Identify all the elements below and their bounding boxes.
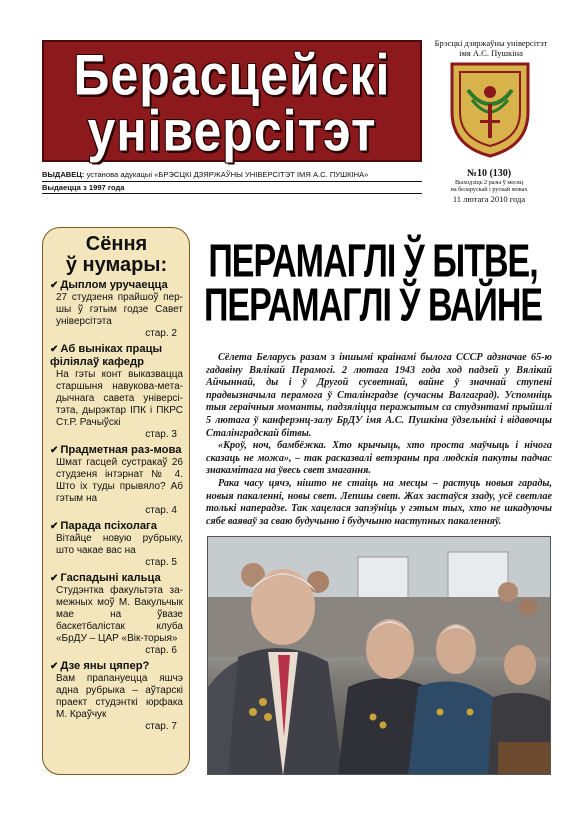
- toc-item[interactable]: [50, 572, 183, 657]
- checkmark-icon: ✔: [50, 280, 59, 291]
- article-paragraph: «Кроў, ноч, бамбёжка. Хто крычыць, хто проста маўчыць і нічога сказаць не можа», – так расказвалі ветэраны пра людскія пакуты падчас знакамітага на ўвесь свет змагання.: [206, 440, 552, 477]
- toc-item-page: стар. 5: [145, 557, 177, 568]
- issue-number: №10 (130): [466, 168, 512, 179]
- sidebar-title-line2: ў нумары:: [65, 254, 168, 276]
- toc-item[interactable]: [50, 520, 183, 569]
- masthead-title-line2: універсітэт: [87, 98, 377, 164]
- toc-item[interactable]: [50, 660, 183, 733]
- sidebar-title: [50, 234, 183, 276]
- toc-item-summary: Шмат гасцей сустракаў 26 студзеня інтэрнат № 4. Што іх туды прывяло? Аб гэтым на: [56, 457, 183, 504]
- contents-sidebar: [42, 227, 190, 775]
- checkmark-icon: ✔: [50, 573, 59, 584]
- toc-item-summary: На гэты конт выказвацца старшыня навукова-мета-дычнага савета універсі-тэта, дырэктар ІПК і ПКРС Ст.Р. Рачыўскі: [56, 369, 183, 428]
- article-photo: [207, 536, 551, 775]
- university-emblem-icon: [448, 60, 532, 158]
- toc-item[interactable]: [50, 279, 183, 340]
- publisher-text: установа адукацыі «БРЭСЦКІ ДЗЯРЖАЎНЫ УНІВЕРСІТЭТ ІМЯ А.С. ПУШКІНА»: [86, 170, 369, 179]
- article-headline: [196, 232, 550, 332]
- masthead-title-line1: Берасцейскі: [73, 42, 391, 108]
- checkmark-icon: ✔: [50, 661, 59, 672]
- toc-item-page: стар. 3: [145, 429, 177, 440]
- sidebar-title-line1: Сёння: [85, 233, 148, 255]
- checkmark-icon: ✔: [50, 521, 59, 532]
- article-headline-line1: ПЕРАМАГЛІ Ў БІТВЕ,: [208, 236, 538, 288]
- checkmark-icon: ✔: [50, 445, 59, 456]
- article-lead: [206, 352, 552, 528]
- university-name: Брэсцкі дзяржаўны універсітэт імя А.С. Пушкіна: [434, 38, 548, 58]
- issue-frequency-line2: на беларускай і рускай мовах: [450, 186, 528, 193]
- issue-frequency-line1: Выходзіць 2 разы ў месяц: [454, 179, 524, 186]
- publisher-label: ВЫДАВЕЦ:: [42, 170, 85, 179]
- issue-date: 11 лютага 2010 года: [452, 194, 526, 204]
- toc-item-title: Аб выніках працы філіялаў кафедр: [50, 343, 163, 368]
- toc-item-title: Прадметная раз-мова: [60, 444, 182, 456]
- toc-item-title: Парада псіхолага: [60, 520, 157, 532]
- published-since: Выдаецца з 1997 года: [42, 183, 422, 194]
- toc-item-summary: Студэнткa факультэта за-межных моў М. Вакульчык мае на ўвазе баскетбалістак клуба «БрДУ – ЦАР «Вік-торыя»: [56, 585, 183, 644]
- masthead: [42, 40, 422, 162]
- toc-item-page: стар. 6: [145, 645, 177, 656]
- article-paragraph: Сёлета Беларусь разам з іншымі краінамі былога СССР адзначае 65-ю гадавіну Вялікай Перамогі. 2 лютага 1943 года ход падзей у Вялікай Айчыннай, ды і ў Другой сусветнай, вайне ў значнай ступені прадвызначыла перамога ў Сталінградзе (сучасны Валгаград). Успомніць тыя гераічныя моманты, падзяліцца перажытым са студэнтамі прыйшлі 5 лютага ў канферэнц-залу БрДУ імя А.С. Пушкіна ўдзельнікі і відавочцы Сталінградскай бітвы.: [206, 352, 552, 439]
- veterans-photo-illustration: [208, 537, 551, 775]
- toc-item-summary: Вам прапануецца яшчэ адна рубрыка – аўтарскі праект студэнткі юрфака М. Краўчук: [56, 673, 183, 720]
- toc-item-page: стар. 7: [145, 721, 177, 732]
- toc-item-title: Дзе яны цяпер?: [60, 660, 150, 672]
- toc-item-title: Гаспадыні кальца: [60, 572, 161, 584]
- article-paragraph: Рака часу цячэ, нішто не стаіць на месцы – растуць новыя гарады, новыя пакаленні, новы свет. Лепшы свет. Жах застаўся ззаду, усё светлае толькі наперадзе. Так хацелася запэўніць у гэтым тых, хто не шкадуючы сябе ваяваў за сваю будучыню і будучыню наступных пакаленняў.: [206, 477, 552, 527]
- issue-info: [424, 168, 554, 204]
- toc-item-page: стар. 2: [145, 328, 177, 339]
- toc-item-page: стар. 4: [145, 505, 177, 516]
- toc-item[interactable]: [50, 444, 183, 517]
- toc-item-summary: Вітайце новую рубрыку, што чакае вас на: [56, 533, 183, 556]
- article-headline-line2: ПЕРАМАГЛІ Ў ВАЙНЕ: [203, 280, 543, 332]
- toc-item-title: Дыплом уручаецца: [60, 279, 168, 291]
- toc-item[interactable]: [50, 343, 183, 441]
- checkmark-icon: ✔: [50, 344, 59, 355]
- toc-item-summary: 27 студзеня прайшоў пер-шы ў гэтым годзе Савет універсітэта: [56, 292, 183, 327]
- publisher-line: [42, 170, 422, 182]
